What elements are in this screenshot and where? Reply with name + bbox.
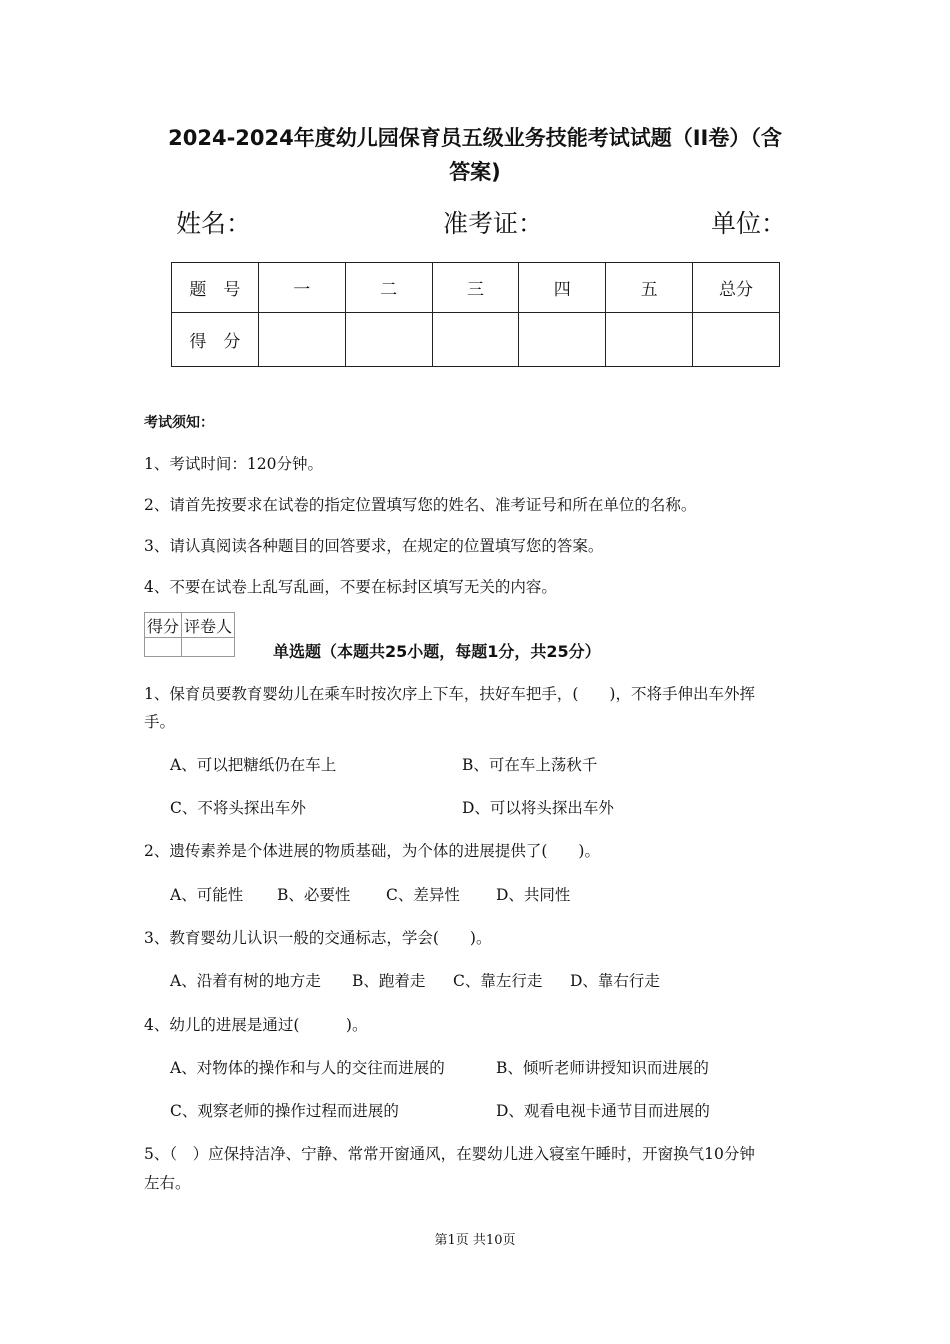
- score-cell: [693, 313, 780, 367]
- question-3-option-a: A、沿着有树的地方走: [170, 972, 321, 990]
- question-1-line-1: 1、保育员要教育婴幼儿在乘车时按次序上下车，扶好车把手，( )，不将手伸出车外挥: [144, 685, 755, 703]
- question-2-option-d: D、共同性: [496, 886, 571, 904]
- notice-item-3: 3、请认真阅读各种题目的回答要求，在规定的位置填写您的答案。: [144, 537, 604, 555]
- score-table-header-row: [172, 263, 780, 313]
- score-table-col-3: 三: [432, 263, 519, 313]
- score-table-score-row: [172, 313, 780, 367]
- title-line-1: 2024-2024年度幼儿园保育员五级业务技能考试试题（II卷）（含: [168, 126, 782, 150]
- question-3-line-1: 3、教育婴幼儿认识一般的交通标志，学会( )。: [144, 929, 492, 947]
- grader-score-cell: [145, 638, 182, 657]
- grader-score-label: 得分: [145, 613, 182, 638]
- score-table-row-label: 题 号: [172, 263, 259, 313]
- question-4-option-c: C、观察老师的操作过程而进展的: [170, 1102, 399, 1120]
- exam-id-label: 准考证：: [443, 209, 544, 238]
- score-cell: [432, 313, 519, 367]
- page-footer: 第1页 共10页: [434, 1233, 516, 1248]
- notice-item-2: 2、请首先按要求在试卷的指定位置填写您的姓名、准考证号和所在单位的名称。: [144, 496, 697, 514]
- question-3-option-d: D、靠右行走: [570, 972, 660, 990]
- score-table: [171, 262, 780, 367]
- question-4-option-b: B、倾听老师讲授知识而进展的: [496, 1059, 709, 1077]
- grader-name-cell: [182, 638, 235, 657]
- unit-label: 单位：: [711, 209, 787, 238]
- question-1-option-a: A、可以把糖纸仍在车上: [170, 756, 337, 774]
- question-3-option-b: B、跑着走: [352, 972, 426, 990]
- section-heading: 单选题（本题共25小题，每题1分，共25分）: [273, 642, 601, 661]
- question-1-option-b: B、可在车上荡秋千: [462, 756, 598, 774]
- score-table-col-2: 二: [345, 263, 432, 313]
- grader-box: [144, 612, 235, 657]
- question-1-line-2: 手。: [144, 713, 176, 731]
- notice-heading: 考试须知：: [144, 415, 214, 431]
- question-4-option-d: D、观看电视卡通节目而进展的: [496, 1102, 710, 1120]
- grader-name-label: 评卷人: [182, 613, 235, 638]
- question-2-option-c: C、差异性: [386, 886, 460, 904]
- score-cell: [258, 313, 345, 367]
- question-5-line-1: 5、（ ）应保持洁净、宁静、常常开窗通风，在婴幼儿进入寝室午睡时，开窗换气10分钟: [144, 1145, 755, 1163]
- question-2-line-1: 2、遗传素养是个体进展的物质基础，为个体的进展提供了( )。: [144, 842, 600, 860]
- score-cell: [606, 313, 693, 367]
- notice-item-1: 1、考试时间：120分钟。: [144, 455, 323, 473]
- question-2-option-b: B、必要性: [277, 886, 351, 904]
- title-line-2: 答案): [449, 160, 501, 184]
- question-1-option-c: C、不将头探出车外: [170, 799, 306, 817]
- question-4-option-a: A、对物体的操作和与人的交往而进展的: [170, 1059, 445, 1077]
- score-table-score-label: 得 分: [172, 313, 259, 367]
- question-3-option-c: C、靠左行走: [453, 972, 543, 990]
- score-cell: [345, 313, 432, 367]
- score-table-col-1: 一: [258, 263, 345, 313]
- score-table-col-4: 四: [519, 263, 606, 313]
- question-4-line-1: 4、幼儿的进展是通过( )。: [144, 1016, 368, 1034]
- notice-item-4: 4、不要在试卷上乱写乱画，不要在标封区填写无关的内容。: [144, 578, 557, 596]
- name-label: 姓名：: [176, 209, 252, 238]
- question-1-option-d: D、可以将头探出车外: [462, 799, 614, 817]
- score-table-col-5: 五: [606, 263, 693, 313]
- question-5-line-2: 左右。: [144, 1174, 191, 1192]
- score-cell: [519, 313, 606, 367]
- question-2-option-a: A、可能性: [170, 886, 244, 904]
- score-table-col-total: 总分: [693, 263, 780, 313]
